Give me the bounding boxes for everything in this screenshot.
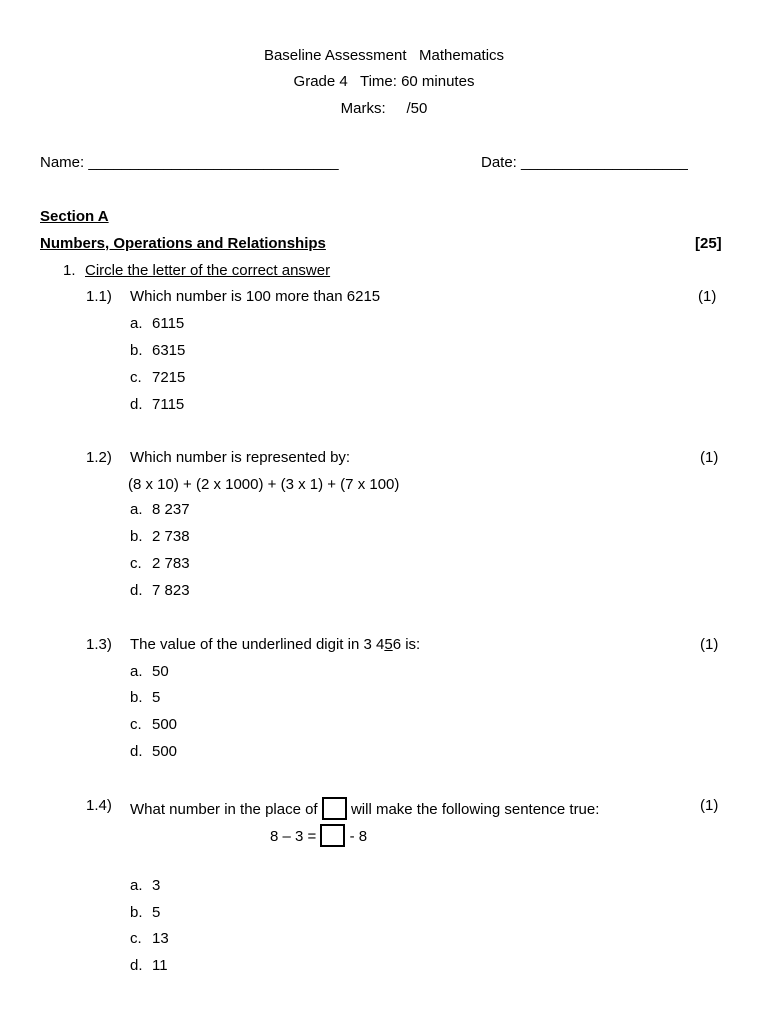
option-text: 6315 (152, 342, 186, 359)
option[interactable] (130, 930, 169, 948)
section-title: Section A (40, 208, 109, 225)
option-text: 2 783 (152, 555, 190, 572)
option-text: 7215 (152, 369, 186, 386)
option-letter: a. (130, 663, 143, 680)
option-letter: d. (130, 743, 143, 760)
option-letter: b. (130, 689, 143, 706)
question-marks: (1) (700, 797, 719, 814)
question-text (130, 797, 599, 820)
option-letter: a. (130, 315, 143, 332)
marks-line: Marks: /50 (340, 100, 428, 117)
option-letter: c. (130, 716, 142, 733)
question-text-after: 6 is: (392, 636, 421, 653)
section-total-marks: [25] (695, 235, 722, 252)
option-text: 7115 (152, 396, 185, 413)
option-letter: b. (130, 528, 143, 545)
option[interactable] (130, 663, 169, 681)
name-blank[interactable]: ______________________________ (88, 154, 339, 171)
option-text: 11 (152, 957, 168, 974)
option-letter: a. (130, 501, 143, 518)
option-text: 3 (152, 877, 161, 894)
option[interactable] (130, 957, 168, 975)
question-marks: (1) (700, 449, 719, 466)
option[interactable] (130, 743, 178, 761)
option[interactable] (130, 528, 190, 546)
option-letter: d. (130, 957, 143, 974)
date-field[interactable] (481, 154, 688, 172)
question-number: 1.1) (86, 288, 112, 305)
question-text: Which number is represented by: (130, 449, 351, 466)
option[interactable] (130, 716, 178, 734)
option-text: 6115 (152, 315, 185, 332)
instruction-text: Circle the letter of the correct answer (85, 262, 331, 279)
option-letter: b. (130, 904, 143, 921)
question-expression: (8 x 10) + (2 x 1000) + (3 x 1) + (7 x 100) (128, 476, 400, 493)
option-letter: c. (130, 369, 142, 386)
option-letter: c. (130, 555, 142, 572)
question-text (130, 636, 420, 654)
equation-left: 8 – 3 = (270, 828, 317, 845)
question-text: Which number is 100 more than 6215 (130, 288, 381, 305)
equation-right: - 8 (349, 828, 368, 845)
option-text: 50 (152, 663, 169, 680)
grade-time-line: Grade 4 Time: 60 minutes (293, 73, 475, 90)
question-number: 1.3) (86, 636, 112, 653)
question-number: 1.2) (86, 449, 112, 466)
option[interactable] (130, 369, 186, 387)
option-letter: d. (130, 582, 143, 599)
question-text-before: The value of the underlined digit in 3 4 (130, 636, 385, 653)
option[interactable] (130, 315, 185, 333)
option[interactable] (130, 689, 161, 707)
answer-box[interactable] (320, 824, 345, 847)
date-label: Date: (481, 154, 517, 171)
name-label: Name: (40, 154, 85, 171)
option-text: 500 (152, 716, 178, 733)
option[interactable] (130, 877, 161, 895)
section-heading: Numbers, Operations and Relationships (40, 235, 326, 252)
option-letter: c. (130, 930, 142, 947)
option-text: 2 738 (152, 528, 190, 545)
blank-box (322, 797, 347, 820)
option-text: 13 (152, 930, 169, 947)
question-number: 1.4) (86, 797, 112, 814)
underlined-digit: 5 (384, 636, 393, 653)
option[interactable] (130, 582, 190, 600)
option-text: 5 (152, 689, 161, 706)
question-marks: (1) (698, 288, 717, 305)
option[interactable] (130, 555, 190, 573)
question-marks: (1) (700, 636, 719, 653)
date-blank[interactable]: ____________________ (521, 154, 688, 171)
option[interactable] (130, 501, 190, 519)
equation (270, 824, 367, 847)
option-letter: a. (130, 877, 143, 894)
question-text-after: will make the following sentence true: (350, 801, 600, 818)
option-letter: b. (130, 342, 143, 359)
option[interactable] (130, 904, 161, 922)
option[interactable] (130, 342, 186, 360)
question-text-before: What number in the place of (130, 801, 318, 818)
option-text: 5 (152, 904, 161, 921)
assessment-title: Baseline Assessment Mathematics (263, 47, 505, 64)
option-letter: d. (130, 396, 143, 413)
option-text: 8 237 (152, 501, 190, 518)
instruction-number: 1. (63, 262, 76, 279)
option-text: 500 (152, 743, 178, 760)
name-field[interactable] (40, 154, 339, 172)
option-text: 7 823 (152, 582, 190, 599)
option[interactable] (130, 396, 185, 414)
